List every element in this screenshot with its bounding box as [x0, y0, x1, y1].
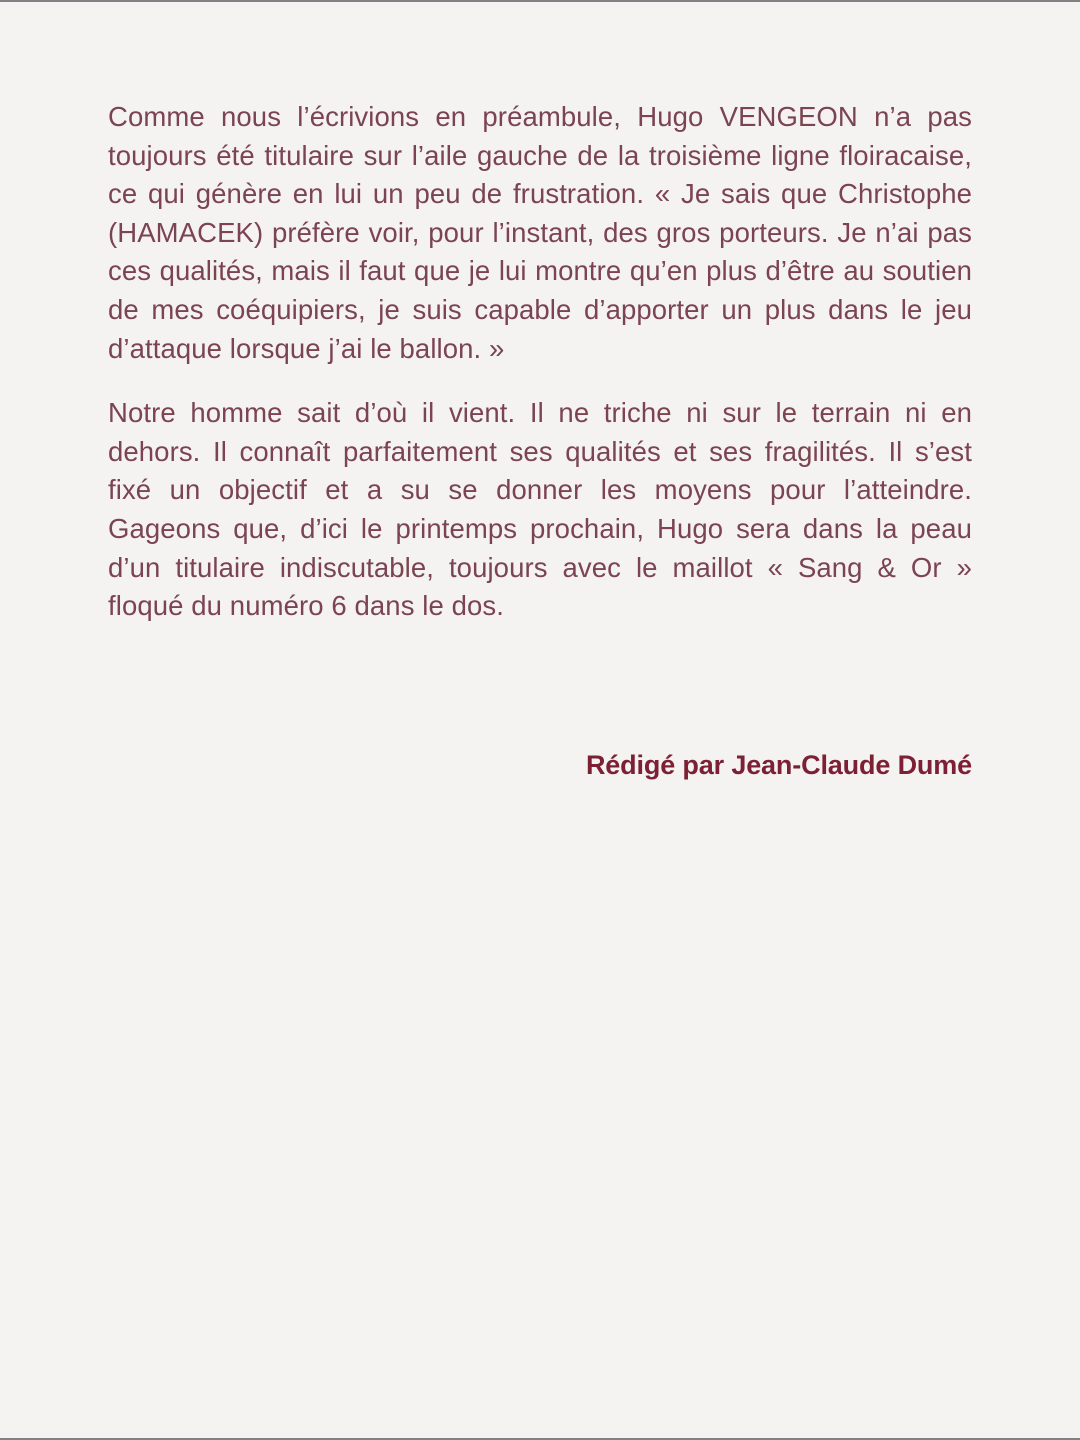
signature-block: [108, 747, 972, 783]
author-signature: Rédigé par Jean-Claude Dumé: [585, 750, 972, 780]
article-paragraph-2: Notre homme sait d’où il vient. Il ne triche ni sur le terrain ni en dehors. Il connaît parfaitement ses qualités et ses fragilités. Il s’est fixé un objectif et a su se donner les moyens pour l’atteindre. Gageons que, d’ici le printemps prochain, Hugo sera dans la peau d’un titulaire indiscutable, toujours avec le maillot « Sang & Or » floqué du numéro 6 dans le dos.: [108, 397, 972, 622]
article-body: [108, 98, 972, 626]
article-paragraph-1: Comme nous l’écrivions en préambule, Hugo VENGEON n’a pas toujours été titulaire sur l’aile gauche de la troisième ligne floiracaise, ce qui génère en lui un peu de frustration. « Je sais que Christophe (HAMACEK) préfère voir, pour l’instant, des gros porteurs. Je n’ai pas ces qualités, mais il faut que je lui montre qu’en plus d’être au soutien de mes coéquipiers, je suis capable d’apporter un plus dans le jeu d’attaque lorsque j’ai le ballon. »: [108, 101, 972, 364]
